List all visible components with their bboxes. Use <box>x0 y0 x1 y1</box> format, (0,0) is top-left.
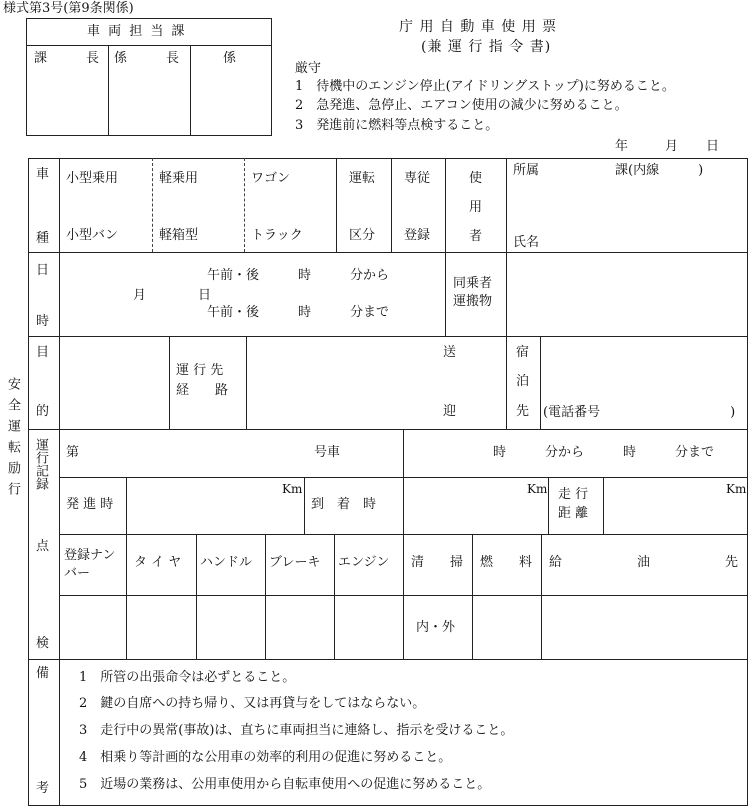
companion-label: 同乗者 <box>453 276 493 291</box>
department-extension-label: 課(内線 ) <box>615 163 704 178</box>
safe-driving-label: 安全運転励行 <box>5 377 20 503</box>
year-label: 年 <box>615 139 629 154</box>
vehicle-type-option[interactable]: 軽乗用 <box>159 171 199 186</box>
operation-class-label: 運転 <box>349 171 376 186</box>
km-unit: Km <box>527 482 548 496</box>
vehicle-type-option[interactable]: 小型バン <box>66 228 119 243</box>
registered-label: 登録 <box>404 228 431 243</box>
distance-label: 距 離 <box>558 506 589 521</box>
purpose-label-bottom: 的 <box>36 404 50 419</box>
stamp-box-title: 車 両 担 当 課 <box>87 24 187 39</box>
vehicle-type-option[interactable]: 小型乗用 <box>66 171 119 186</box>
time-from-field[interactable]: 午前・後 時 分から <box>207 268 390 283</box>
operation-class-label: 区分 <box>349 228 376 243</box>
note-item: 2 鍵の自席への持ち帰り、又は再貸与をしてはならない。 <box>79 696 426 711</box>
notes-label-bottom: 考 <box>36 781 50 796</box>
fuel-label: 燃 料 <box>480 555 533 570</box>
affiliation-label: 所属 <box>513 163 540 178</box>
inspection-label-bottom: 検 <box>36 636 50 651</box>
car-number-prefix: 第 <box>66 445 80 460</box>
cargo-label: 運搬物 <box>453 294 493 309</box>
page-subtitle: (兼 運 行 指 令 書) <box>421 39 552 55</box>
plate-number-label: 登録ナンバー <box>64 548 116 581</box>
arrival-label: 到 着 時 <box>311 497 377 512</box>
refuel-label: 先 <box>725 555 739 570</box>
notes-label-top: 備 <box>36 666 50 681</box>
refuel-label: 油 <box>637 555 651 570</box>
tire-label: タ イ ヤ <box>134 555 182 570</box>
pickup-label: 迎 <box>443 404 457 419</box>
vehicle-type-option[interactable]: 軽箱型 <box>159 228 199 243</box>
rule-item: 2 急発進、急停止、エアコン使用の減少に努めること。 <box>295 98 628 113</box>
month-label: 月 <box>665 139 679 154</box>
route-label: 経 路 <box>176 383 229 398</box>
vehicle-type-option[interactable]: ワゴン <box>251 171 291 186</box>
km-unit: Km <box>282 482 303 496</box>
time-to-field[interactable]: 午前・後 時 分まで <box>207 305 390 320</box>
inspection-label-top: 点 <box>36 539 50 554</box>
day-label: 日 <box>706 139 720 154</box>
user-label: 用 <box>469 200 483 215</box>
in-out-option[interactable]: 内・外 <box>416 620 456 635</box>
engine-label: エンジン <box>338 555 390 570</box>
user-label: 者 <box>469 229 483 244</box>
vehicle-type-option[interactable]: トラック <box>251 228 303 243</box>
brake-label: ブレーキ <box>269 555 321 570</box>
form-number: 様式第3号(第9条関係) <box>3 1 134 16</box>
handle-label: ハンドル <box>200 555 253 570</box>
page-title: 庁 用 自 動 車 使 用 票 <box>399 19 558 35</box>
dedicated-label: 専従 <box>404 171 431 186</box>
vehicle-type-label-top: 車 <box>36 167 50 182</box>
note-item: 1 所管の出張命令は必ずとること。 <box>79 670 296 685</box>
note-item: 4 相乗り等計画的な公用車の効率的利用の促進に努めること。 <box>79 750 452 765</box>
rule-item: 1 待機中のエンジン停止(アイドリングストップ)に努めること。 <box>295 79 675 94</box>
lodging-label: 泊 <box>516 374 530 389</box>
month-day-field[interactable]: 月 日 <box>133 288 212 303</box>
km-unit: Km <box>726 482 747 496</box>
operation-record-label: 運行記録 <box>33 438 48 490</box>
datetime-label-bottom: 時 <box>36 314 50 329</box>
rule-item: 3 発進前に燃料等点検すること。 <box>295 118 499 133</box>
subsection-chief-label: 係 長 <box>114 51 180 66</box>
send-label: 送 <box>443 345 457 360</box>
note-item: 5 近場の業務は、公用車使用から自転車使用への促進に努めること。 <box>79 777 491 792</box>
lodging-label: 宿 <box>516 345 530 360</box>
destination-label: 運 行 先 <box>176 363 224 378</box>
phone-number-label: (電話番号 ) <box>543 405 736 420</box>
rules-heading: 厳守 <box>295 61 322 76</box>
datetime-label-top: 日 <box>36 263 50 278</box>
cleaning-label: 清 掃 <box>411 555 464 570</box>
refuel-label: 給 <box>549 555 563 570</box>
lodging-label: 先 <box>516 404 530 419</box>
vehicle-type-label-bottom: 種 <box>36 231 50 246</box>
staff-label: 係 <box>223 51 237 66</box>
distance-label: 走 行 <box>558 487 589 502</box>
operation-time-field[interactable]: 時 分から 時 分まで <box>493 445 715 460</box>
user-label: 使 <box>469 171 483 186</box>
section-chief-label: 課 長 <box>34 51 100 66</box>
name-label: 氏名 <box>513 235 540 250</box>
note-item: 3 走行中の異常(事故)は、直ちに車両担当に連絡し、指示を受けること。 <box>79 723 514 738</box>
car-number-suffix: 号車 <box>314 445 341 460</box>
purpose-label-top: 目 <box>36 345 50 360</box>
departure-label: 発 進 時 <box>66 497 114 512</box>
